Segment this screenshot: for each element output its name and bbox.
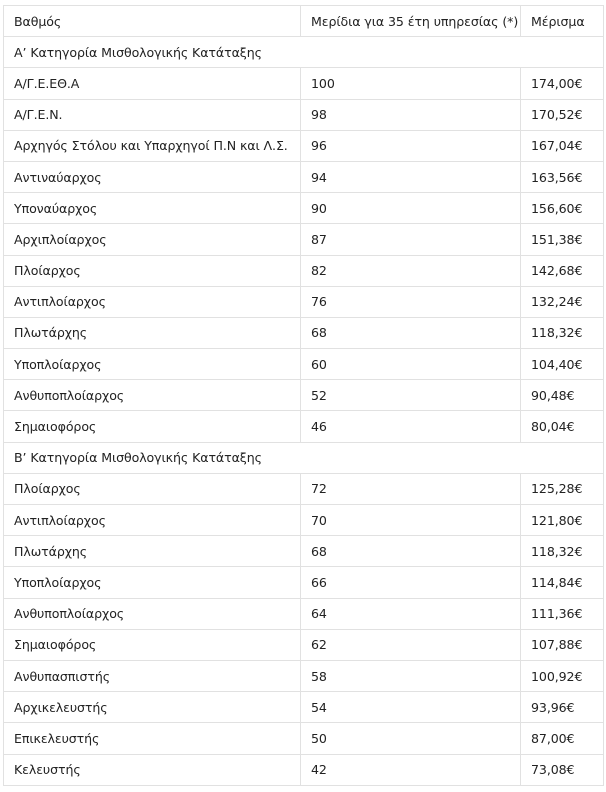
cell-shares: 66 <box>301 567 521 598</box>
cell-dividend: 125,28€ <box>521 473 604 504</box>
category-row <box>4 442 604 473</box>
cell-shares: 70 <box>301 505 521 536</box>
cell-dividend: 167,04€ <box>521 130 604 161</box>
cell-dividend: 100,92€ <box>521 660 604 691</box>
table-row <box>4 660 604 691</box>
cell-shares: 76 <box>301 286 521 317</box>
header-rank: Βαθμός <box>4 6 301 37</box>
cell-shares: 96 <box>301 130 521 161</box>
cell-dividend: 174,00€ <box>521 68 604 99</box>
cell-rank: Κελευστής <box>4 754 301 785</box>
dividend-table <box>3 5 604 786</box>
cell-rank: Επικελευστής <box>4 723 301 754</box>
table-row <box>4 349 604 380</box>
cell-rank: Α/Γ.Ε.Ν. <box>4 99 301 130</box>
table-row <box>4 692 604 723</box>
cell-shares: 50 <box>301 723 521 754</box>
cell-dividend: 90,48€ <box>521 380 604 411</box>
table-row <box>4 380 604 411</box>
cell-shares: 60 <box>301 349 521 380</box>
cell-rank: Ανθυποπλοίαρχος <box>4 598 301 629</box>
cell-dividend: 118,32€ <box>521 317 604 348</box>
cell-rank: Αντιπλοίαρχος <box>4 505 301 536</box>
table-row <box>4 598 604 629</box>
cell-dividend: 163,56€ <box>521 161 604 192</box>
category-title: Α’ Κατηγορία Μισθολογικής Κατάταξης <box>4 37 604 68</box>
table-row <box>4 224 604 255</box>
cell-dividend: 104,40€ <box>521 349 604 380</box>
cell-shares: 68 <box>301 317 521 348</box>
header-shares: Μερίδια για 35 έτη υπηρεσίας (*) <box>301 6 521 37</box>
cell-shares: 42 <box>301 754 521 785</box>
cell-dividend: 118,32€ <box>521 536 604 567</box>
cell-shares: 62 <box>301 629 521 660</box>
header-row <box>4 6 604 37</box>
cell-rank: Ανθυποπλοίαρχος <box>4 380 301 411</box>
cell-shares: 87 <box>301 224 521 255</box>
table-row <box>4 754 604 785</box>
table-row <box>4 161 604 192</box>
cell-dividend: 111,36€ <box>521 598 604 629</box>
table-row <box>4 99 604 130</box>
cell-rank: Πλωτάρχης <box>4 536 301 567</box>
table-row <box>4 130 604 161</box>
table-row <box>4 473 604 504</box>
table-row <box>4 286 604 317</box>
table-row <box>4 567 604 598</box>
cell-dividend: 107,88€ <box>521 629 604 660</box>
table-row <box>4 629 604 660</box>
cell-rank: Πλωτάρχης <box>4 317 301 348</box>
cell-dividend: 87,00€ <box>521 723 604 754</box>
cell-shares: 68 <box>301 536 521 567</box>
category-row <box>4 37 604 68</box>
cell-rank: Υποπλοίαρχος <box>4 349 301 380</box>
cell-shares: 90 <box>301 193 521 224</box>
cell-rank: Ανθυπασπιστής <box>4 660 301 691</box>
table-row <box>4 411 604 442</box>
cell-shares: 98 <box>301 99 521 130</box>
cell-rank: Πλοίαρχος <box>4 255 301 286</box>
cell-dividend: 170,52€ <box>521 99 604 130</box>
cell-dividend: 156,60€ <box>521 193 604 224</box>
cell-rank: Υποπλοίαρχος <box>4 567 301 598</box>
cell-rank: Σημαιοφόρος <box>4 411 301 442</box>
cell-dividend: 80,04€ <box>521 411 604 442</box>
cell-rank: Σημαιοφόρος <box>4 629 301 660</box>
table-row <box>4 505 604 536</box>
cell-rank: Υποναύαρχος <box>4 193 301 224</box>
table-row <box>4 317 604 348</box>
cell-shares: 52 <box>301 380 521 411</box>
cell-dividend: 142,68€ <box>521 255 604 286</box>
cell-dividend: 114,84€ <box>521 567 604 598</box>
table-row <box>4 193 604 224</box>
cell-rank: Α/Γ.Ε.ΕΘ.Α <box>4 68 301 99</box>
cell-rank: Πλοίαρχος <box>4 473 301 504</box>
category-title: Β’ Κατηγορία Μισθολογικής Κατάταξης <box>4 442 604 473</box>
table-header <box>4 6 604 37</box>
cell-rank: Αρχικελευστής <box>4 692 301 723</box>
cell-shares: 46 <box>301 411 521 442</box>
header-dividend: Μέρισμα <box>521 6 604 37</box>
table-row <box>4 723 604 754</box>
cell-dividend: 132,24€ <box>521 286 604 317</box>
cell-shares: 58 <box>301 660 521 691</box>
cell-dividend: 121,80€ <box>521 505 604 536</box>
cell-rank: Αρχηγός Στόλου και Υπαρχηγοί Π.Ν και Λ.Σ. <box>4 130 301 161</box>
cell-shares: 100 <box>301 68 521 99</box>
cell-dividend: 151,38€ <box>521 224 604 255</box>
cell-rank: Αντιπλοίαρχος <box>4 286 301 317</box>
cell-shares: 94 <box>301 161 521 192</box>
cell-shares: 64 <box>301 598 521 629</box>
cell-shares: 72 <box>301 473 521 504</box>
table-row <box>4 536 604 567</box>
table-row <box>4 68 604 99</box>
cell-shares: 82 <box>301 255 521 286</box>
table-body <box>4 37 604 786</box>
table-row <box>4 255 604 286</box>
cell-rank: Αντιναύαρχος <box>4 161 301 192</box>
cell-dividend: 73,08€ <box>521 754 604 785</box>
cell-dividend: 93,96€ <box>521 692 604 723</box>
cell-rank: Αρχιπλοίαρχος <box>4 224 301 255</box>
cell-shares: 54 <box>301 692 521 723</box>
